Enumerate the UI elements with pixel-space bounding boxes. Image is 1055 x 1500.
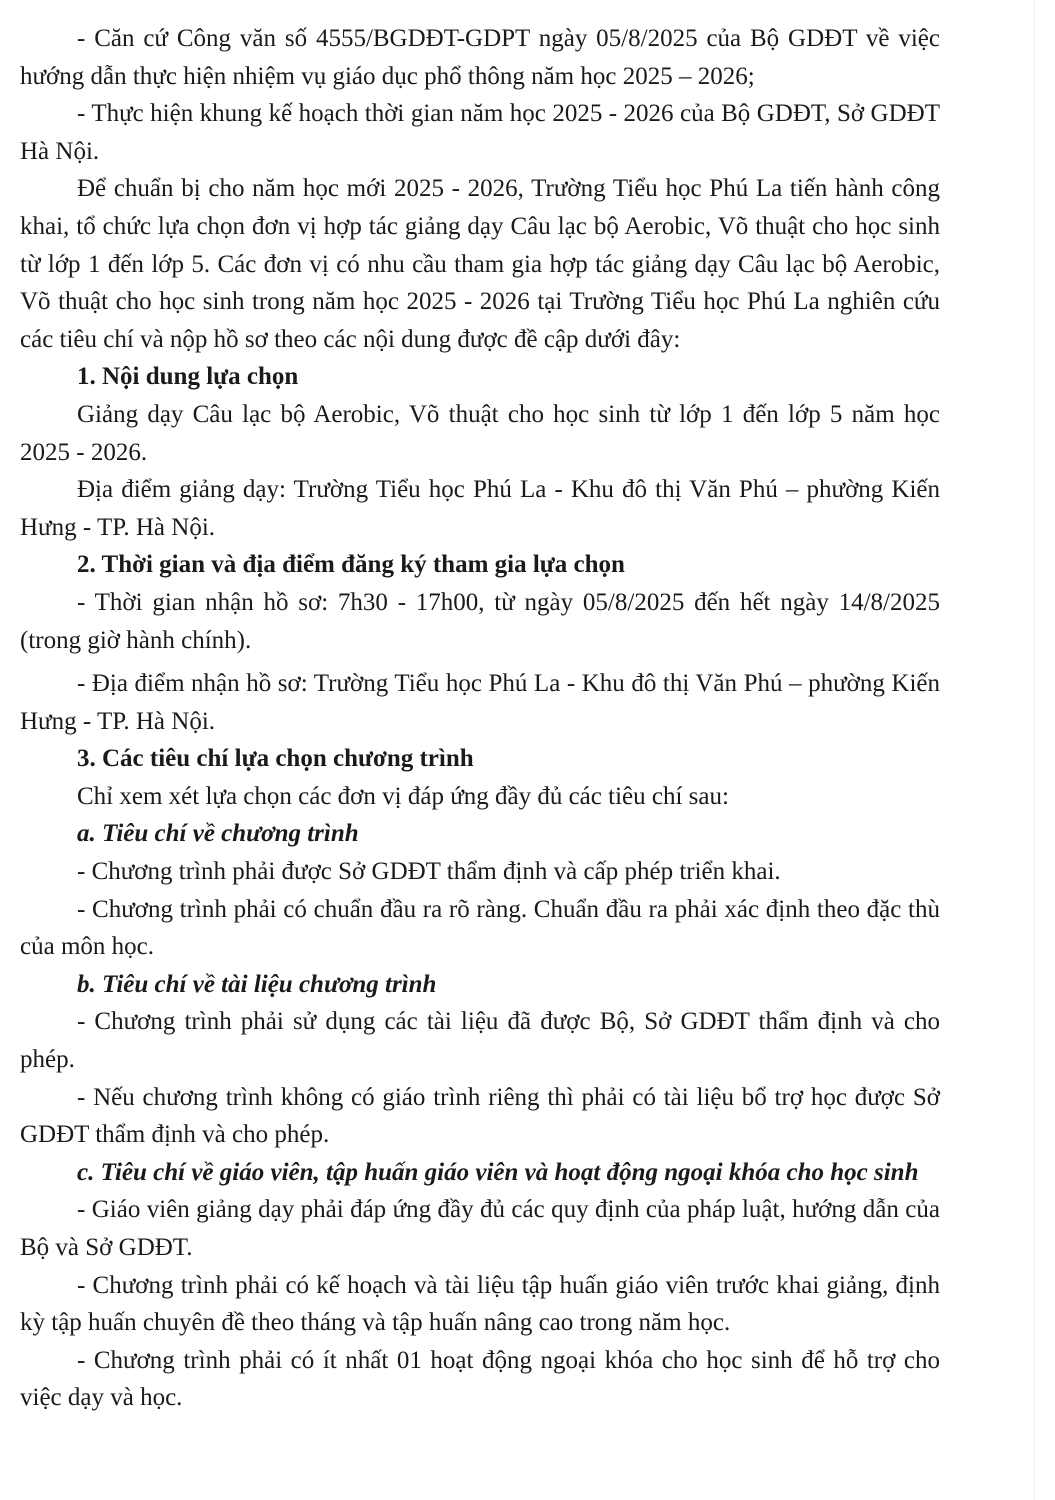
paragraph-teacher-training: - Chương trình phải có kế hoạch và tài liệu tập huấn giáo viên trước khai giảng, định kỳ tập huấn chuyên đề theo tháng và tập huấn nâng cao trong năm học.: [20, 1271, 940, 1337]
paragraph-submission-time: - Thời gian nhận hồ sơ: 7h30 - 17h00, từ ngày 05/8/2025 đến hết ngày 14/8/2025 (trong giờ hành chính).: [20, 588, 940, 654]
paragraph-legal-basis-2: - Thực hiện khung kế hoạch thời gian năm học 2025 - 2026 của Bộ GDĐT, Sở GDĐT Hà Nội.: [20, 100, 940, 165]
document-body: [20, 20, 940, 1417]
paragraph-supplementary-materials: - Nếu chương trình không có giáo trình riêng thì phải có tài liệu bổ trợ học được Sở GDĐT thẩm định và cho phép.: [20, 1083, 940, 1149]
paragraph-introduction: Để chuẩn bị cho năm học mới 2025 - 2026, Trường Tiểu học Phú La tiến hành công khai, tổ chức lựa chọn đơn vị hợp tác giảng dạy Câu lạc bộ Aerobic, Võ thuật cho học sinh từ lớp 1 đến lớp 5. Các đơn vị có nhu cầu tham gia hợp tác giảng dạy Câu lạc bộ Aerobic, Võ thuật cho học sinh trong năm học 2025 - 2026 tại Trường Tiểu học Phú La nghiên cứu các tiêu chí và nộp hồ sơ theo các nội dung được đề cập dưới đây:: [20, 175, 940, 353]
subheading-materials-criteria: b. Tiêu chí về tài liệu chương trình: [77, 970, 437, 998]
heading-registration-time-place: 2. Thời gian và địa điểm đăng ký tham gia lựa chọn: [77, 551, 625, 579]
paragraph-teaching-location: Địa điểm giảng dạy: Trường Tiểu học Phú La - Khu đô thị Văn Phú – phường Kiến Hưng - TP. Hà Nội.: [20, 476, 940, 541]
heading-selection-content: 1. Nội dung lựa chọn: [77, 363, 299, 391]
heading-selection-criteria: 3. Các tiêu chí lựa chọn chương trình: [77, 745, 474, 773]
paragraph-teacher-regulations: - Giáo viên giảng dạy phải đáp ứng đầy đủ các quy định của pháp luật, hướng dẫn của Bộ và Sở GDĐT.: [20, 1196, 940, 1261]
paragraph-submission-location: - Địa điểm nhận hồ sơ: Trường Tiểu học Phú La - Khu đô thị Văn Phú – phường Kiến Hưng - TP. Hà Nội.: [20, 670, 940, 735]
paragraph-teaching-scope: Giảng dạy Câu lạc bộ Aerobic, Võ thuật cho học sinh từ lớp 1 đến lớp 5 năm học 2025 - 2026.: [20, 400, 940, 466]
paragraph-program-outcomes: - Chương trình phải có chuẩn đầu ra rõ ràng. Chuẩn đầu ra phải xác định theo đặc thù của môn học.: [20, 895, 940, 961]
subheading-teacher-criteria: c. Tiêu chí về giáo viên, tập huấn giáo viên và hoạt động ngoại khóa cho học sinh: [77, 1158, 919, 1186]
paragraph-materials-approved: - Chương trình phải sử dụng các tài liệu đã được Bộ, Sở GDĐT thẩm định và cho phép.: [20, 1008, 940, 1074]
subheading-program-criteria: a. Tiêu chí về chương trình: [77, 820, 359, 848]
paragraph-program-approval: - Chương trình phải được Sở GDĐT thẩm định và cấp phép triển khai.: [77, 858, 781, 886]
paragraph-legal-basis-1: - Căn cứ Công văn số 4555/BGDĐT-GDPT ngày 05/8/2025 của Bộ GDĐT về việc hướng dẫn thực hiện nhiệm vụ giáo dục phổ thông năm học 2025 – 2026;: [20, 25, 940, 90]
paragraph-extracurricular: - Chương trình phải có ít nhất 01 hoạt động ngoại khóa cho học sinh để hỗ trợ cho việc dạy và học.: [20, 1346, 940, 1412]
scan-edge-line: [1034, 0, 1035, 1500]
paragraph-criteria-intro: Chỉ xem xét lựa chọn các đơn vị đáp ứng đầy đủ các tiêu chí sau:: [77, 782, 729, 810]
